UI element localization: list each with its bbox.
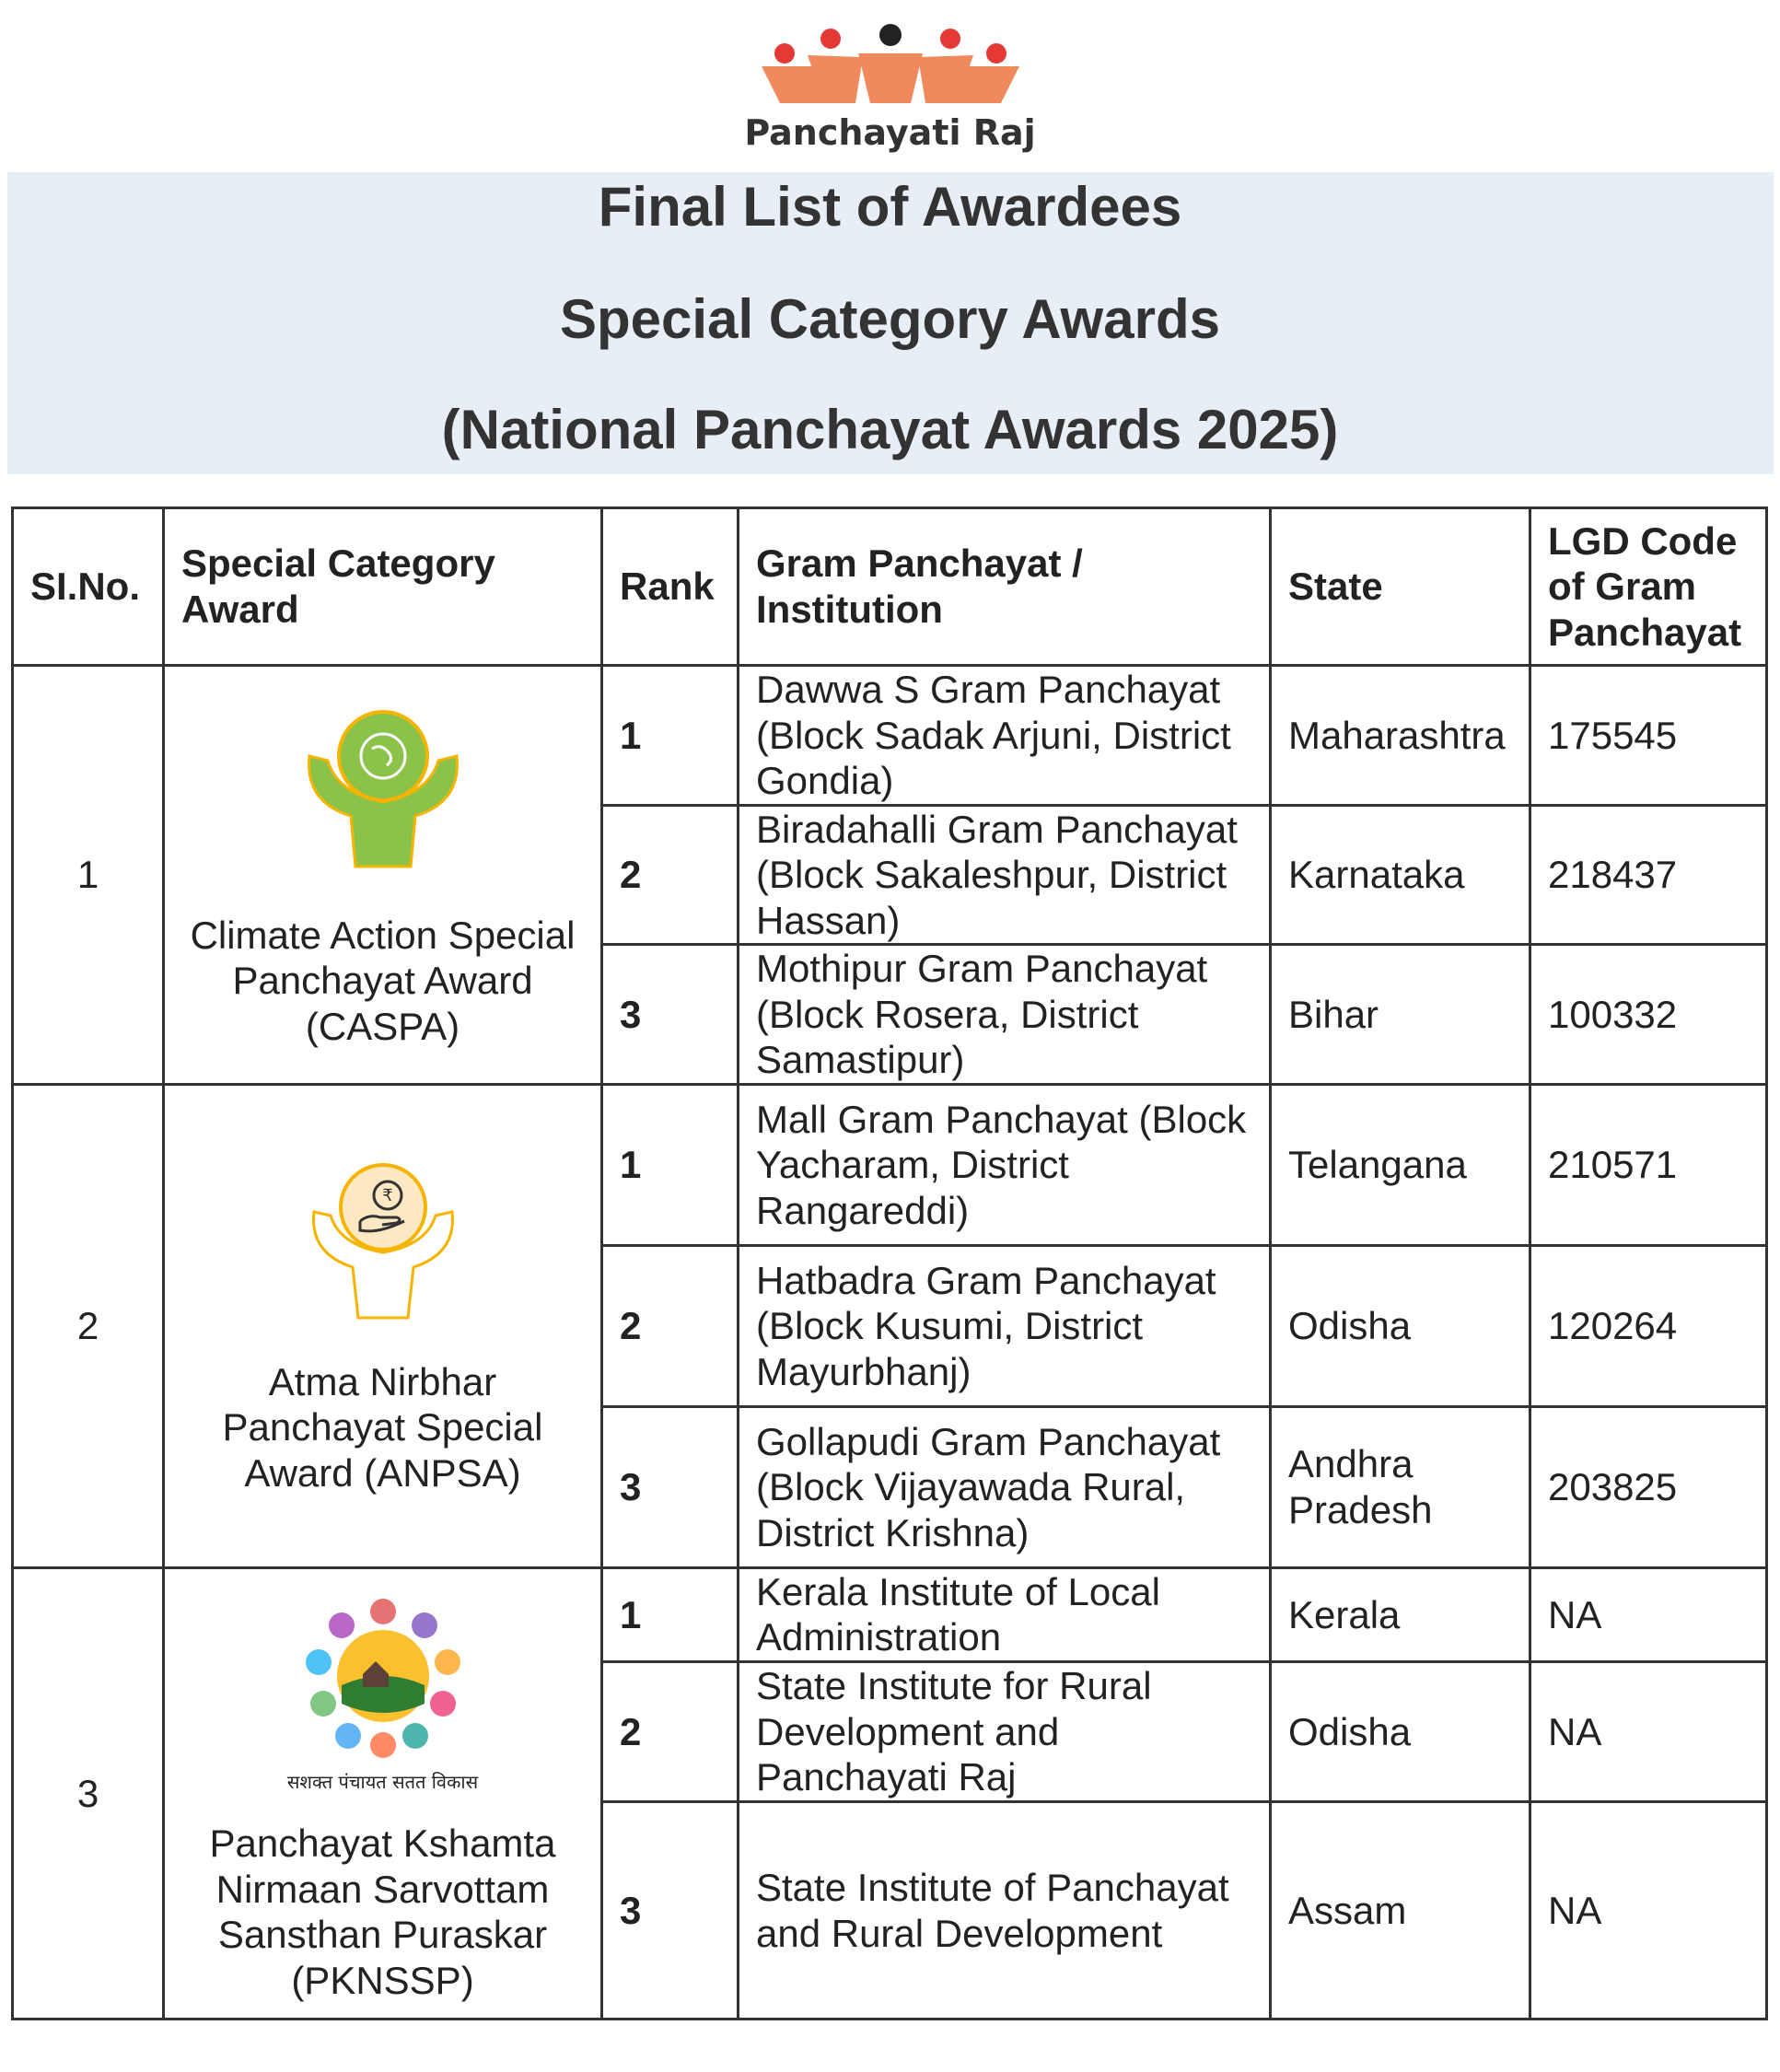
rank-cell: 2 [602,805,739,945]
lgd-code-cell: 120264 [1530,1245,1767,1406]
rank-cell: 3 [602,1802,739,2020]
awardees-table [11,506,1768,2020]
page-title: Final List of Awardees [598,176,1182,238]
rank-cell: 1 [602,1084,739,1245]
state-cell: Telangana [1271,1084,1530,1245]
column-header-state: State [1271,508,1530,666]
award-name: Atma Nirbhar Panchayat Special Award (ANPSA) [222,1359,543,1495]
rank-cell: 2 [602,1245,739,1406]
page-edition: (National Panchayat Awards 2025) [441,399,1339,460]
state-cell: Assam [1271,1802,1530,2020]
state-cell: Kerala [1271,1567,1530,1661]
lgd-code-cell: 218437 [1530,805,1767,945]
column-header-lgd-code: LGD Code of Gram Panchayat [1530,508,1767,666]
institution-cell: Dawwa S Gram Panchayat (Block Sadak Arjuni, District Gondia) [739,666,1271,806]
panchayati-raj-logo [0,18,1780,153]
capacity-building-emblem-icon [291,1584,475,1768]
panchayati-raj-emblem-icon [752,18,1029,111]
institution-cell: Biradahalli Gram Panchayat (Block Sakaleshpur, District Hassan) [739,805,1271,945]
rank-cell: 2 [602,1662,739,1802]
column-header-rank: Rank [602,508,739,666]
award-cell [164,1567,602,2019]
lgd-code-cell: 210571 [1530,1084,1767,1245]
logo-text: Panchayati Raj [744,112,1036,153]
state-cell: Odisha [1271,1245,1530,1406]
lgd-code-cell: NA [1530,1567,1767,1661]
lgd-code-cell: NA [1530,1802,1767,2020]
state-cell: Odisha [1271,1662,1530,1802]
column-header-sl-no: SI.No. [13,508,164,666]
table-row [13,666,1767,806]
state-cell: Karnataka [1271,805,1530,945]
institution-cell: Mall Gram Panchayat (Block Yacharam, District Rangareddi) [739,1084,1271,1245]
column-header-institution: Gram Panchayat / Institution [739,508,1271,666]
state-cell: Maharashtra [1271,666,1530,806]
sl-no-cell: 2 [13,1084,164,1567]
page-subtitle: Special Category Awards [560,288,1220,350]
lgd-code-cell: 203825 [1530,1406,1767,1567]
column-header-award: Special Category Award [164,508,602,666]
climate-action-icon [300,701,466,876]
lgd-code-cell: NA [1530,1662,1767,1802]
state-cell: Andhra Pradesh [1271,1406,1530,1567]
lgd-code-cell: 100332 [1530,945,1767,1085]
table-row [13,1084,1767,1245]
sl-no-cell: 3 [13,1567,164,2019]
emblem-caption: सशक्त पंचायत सतत विकास [286,1770,479,1793]
institution-cell: Kerala Institute of Local Administration [739,1567,1271,1661]
award-name: Panchayat Kshamta Nirmaan Sarvottam Sansthan Puraskar (PKNSSP) [209,1822,556,2002]
award-cell [164,666,602,1085]
institution-cell: Mothipur Gram Panchayat (Block Rosera, District Samastipur) [739,945,1271,1085]
institution-cell: State Institute for Rural Development and Panchayati Raj [739,1662,1271,1802]
institution-cell: Gollapudi Gram Panchayat (Block Vijayawada Rural, District Krishna) [739,1406,1271,1567]
rank-cell: 3 [602,945,739,1085]
rank-cell: 1 [602,1567,739,1661]
state-cell: Bihar [1271,945,1530,1085]
lgd-code-cell: 175545 [1530,666,1767,806]
svg-text:₹: ₹ [381,1185,393,1205]
table-header-row [13,508,1767,666]
rank-cell: 1 [602,666,739,806]
award-name: Climate Action Special Panchayat Award (CASPA) [190,913,576,1048]
award-cell [164,1084,602,1567]
institution-cell: Hatbadra Gram Panchayat (Block Kusumi, District Mayurbhanj) [739,1245,1271,1406]
table-row [13,1567,1767,1661]
rank-cell: 3 [602,1406,739,1567]
institution-cell: State Institute of Panchayat and Rural Development [739,1802,1271,2020]
rupee-hand-icon [305,1157,461,1322]
sl-no-cell: 1 [13,666,164,1085]
